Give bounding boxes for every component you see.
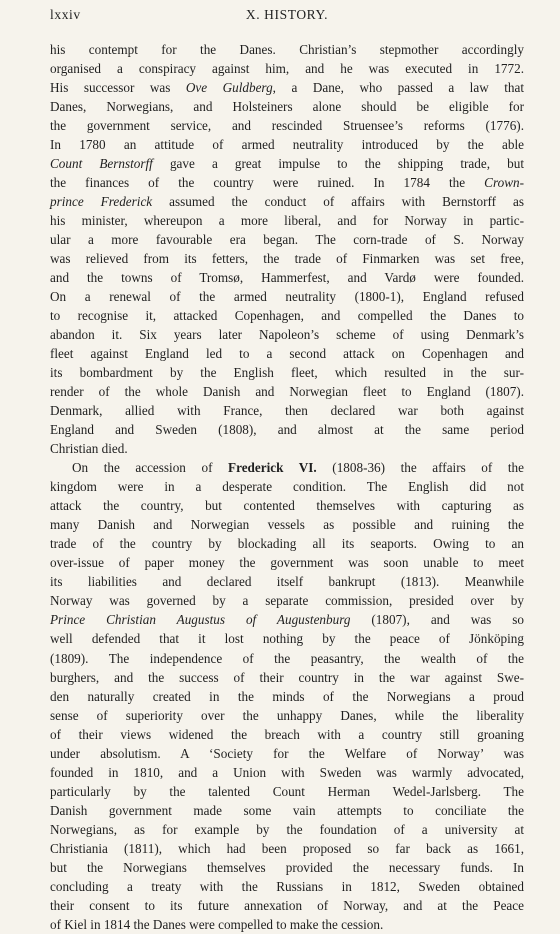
text-segment: the finances of the country were ruined. In 1784 the (50, 175, 485, 191)
text-line (50, 763, 524, 782)
text-segment: his contempt for the Danes. Christian’s stepmother accordingly (50, 42, 524, 57)
text-segment: England and Sweden (1808), and almost at the same period (50, 422, 524, 438)
text-line (50, 287, 524, 306)
text-segment: and the towns of Tromsø, Hammerfest, and Vardø were founded. (50, 270, 524, 286)
text-line (50, 230, 524, 249)
text-segment: Christiania (1811), which had been proposed so far back as 1661, (50, 840, 524, 856)
text-segment: His successor was (50, 80, 186, 96)
text-segment: In 1780 an attitude of armed neutrality introduced by the able (50, 137, 524, 153)
text-line (50, 78, 524, 97)
text-line (50, 839, 524, 858)
text-line (50, 725, 524, 744)
page-number: lxxiv (50, 7, 81, 22)
text-line (50, 915, 524, 934)
text-line (50, 401, 524, 420)
text-line (50, 40, 524, 59)
text-segment: (1808-36) the affairs of the (316, 460, 524, 476)
text-line (50, 420, 524, 439)
text-segment: On the accession of (72, 460, 229, 476)
text-line (50, 820, 524, 839)
text-segment: den naturally created in the minds of the Norwegians a proud (50, 688, 524, 704)
text-segment: sense of superiority over the unhappy Danes, while the liberality (50, 707, 524, 723)
italic-name: Ove Guldberg (185, 80, 273, 96)
text-segment: render of the whole Danish and Norwegian fleet to England (1807). (50, 384, 524, 400)
text-segment: attack the country, but contented themselves with capturing as (50, 498, 524, 514)
text-line (50, 173, 524, 192)
text-segment: of their views widened the breach with a country still groaning (50, 726, 524, 742)
text-segment: to recognise it, attacked Copenhagen, and compelled the Danes to (50, 308, 524, 324)
text-line (50, 706, 524, 725)
text-segment: well defended that it lost nothing by the peace of Jönköping (50, 631, 524, 647)
text-segment: many Danish and Norwegian vessels as possible and ruining the (50, 517, 524, 533)
text-line (50, 211, 524, 230)
text-line (50, 97, 524, 116)
text-segment: of Kiel in 1814 the Danes were compelled to make the cession. (50, 916, 384, 932)
text-line (50, 687, 524, 706)
text-line (50, 59, 524, 78)
text-line (50, 534, 524, 553)
text-segment: burghers, and the success of their country in the war against Swe- (50, 669, 524, 685)
text-line (50, 458, 524, 477)
text-line (50, 363, 524, 382)
bold-heading-name: Frederick VI. (228, 460, 317, 476)
text-line (50, 629, 524, 648)
text-segment: but the Norwegians themselves provided the necessary funds. In (50, 859, 524, 875)
text-line (50, 515, 524, 534)
text-line (50, 116, 524, 135)
text-segment: kingdom were in a desperate condition. The English did not (50, 479, 524, 495)
text-segment: its liabilities and declared itself bankrupt (1813). Meanwhile (50, 574, 524, 590)
section-title: X. HISTORY. (245, 7, 329, 22)
text-line (50, 610, 524, 629)
book-page (50, 0, 524, 932)
italic-name: Crown- (484, 175, 524, 191)
italic-name: prince Frederick (50, 194, 153, 210)
text-segment: the government service, and rescinded Struensee’s reforms (1776). (50, 118, 524, 134)
text-segment: Danes, Norwegians, and Holsteiners alone should be eligible for (50, 99, 524, 115)
text-segment: On a renewal of the armed neutrality (1800-1), England refused (50, 289, 524, 305)
running-head (50, 7, 524, 25)
text-line (50, 306, 524, 325)
text-segment: his minister, whereupon a more liberal, and for Norway in partic- (50, 213, 524, 229)
text-line (50, 782, 524, 801)
text-segment: Norway was governed by a separate commission, presided over by (50, 593, 524, 609)
text-segment: organised a conspiracy against him, and he was executed in 1772. (50, 61, 524, 77)
text-line (50, 858, 524, 877)
text-line (50, 192, 524, 211)
italic-name: Prince Christian Augustus of Augustenburg (50, 612, 351, 628)
text-segment: Christian died. (50, 441, 128, 457)
text-segment: Danish government made some vain attempts to conciliate the (50, 802, 524, 818)
text-line (50, 496, 524, 515)
text-line (50, 382, 524, 401)
text-segment: Norwegians, as for example by the foundation of a university at (50, 821, 524, 837)
text-line (50, 135, 524, 154)
text-segment: fleet against England led to a second attack on Copenhagen and (50, 346, 524, 362)
text-segment: particularly by the talented Count Herman Wedel-Jarlsberg. The (50, 783, 524, 799)
text-segment: (1809). The independence of the peasantry, the wealth of the (50, 650, 524, 666)
text-segment: ular a more favourable era began. The corn-trade of S. Norway (50, 232, 524, 248)
text-segment: concluding a treaty with the Russians in 1812, Sweden obtained (50, 878, 524, 894)
text-segment: gave a great impulse to the shipping trade, but (152, 156, 524, 172)
text-segment: under absolutism. A ‘Society for the Welfare of Norway’ was (50, 745, 524, 761)
text-segment: their consent to its future annexation of Norway, and at the Peace (50, 897, 524, 913)
text-line (50, 249, 524, 268)
body-text (50, 40, 524, 934)
text-segment: abandon it. Six years later Napoleon’s scheme of using Denmark’s (50, 327, 524, 343)
text-line (50, 649, 524, 668)
text-segment: its bombardment by the English fleet, which resulted in the sur- (50, 365, 524, 381)
text-line (50, 572, 524, 591)
text-line (50, 268, 524, 287)
text-line (50, 439, 524, 458)
text-line (50, 325, 524, 344)
italic-name: Count Bernstorff (50, 156, 153, 172)
text-segment: founded in 1810, and a Union with Sweden was warmly advocated, (50, 764, 524, 780)
text-segment: (1807), and was so (350, 612, 524, 628)
text-segment: over-issue of paper money the government was soon unable to meet (50, 555, 524, 571)
text-segment: , a Dane, who passed a law that (272, 80, 524, 96)
text-line (50, 591, 524, 610)
text-line (50, 877, 524, 896)
text-segment: Denmark, allied with France, then declared war both against (50, 403, 524, 419)
text-line (50, 801, 524, 820)
text-line (50, 553, 524, 572)
text-line (50, 344, 524, 363)
text-line (50, 668, 524, 687)
text-line (50, 896, 524, 915)
text-line (50, 744, 524, 763)
text-segment: was relieved from its fetters, the trade of Finmarken was set free, (50, 251, 524, 267)
text-segment: trade of the country by blockading all its seaports. Owing to an (50, 536, 524, 552)
text-line (50, 154, 524, 173)
text-segment: assumed the conduct of affairs with Bernstorff as (152, 194, 524, 210)
text-line (50, 477, 524, 496)
